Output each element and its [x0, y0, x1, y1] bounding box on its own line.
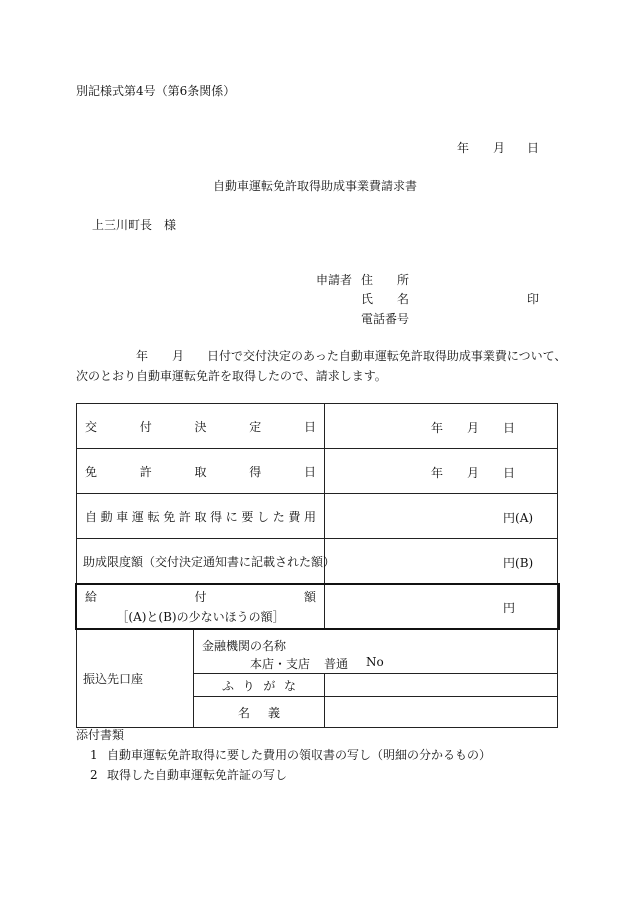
payment-amount-value[interactable]: 円 [325, 584, 558, 629]
decision-date-value[interactable]: 年 月 日 [325, 404, 558, 449]
table-row [77, 494, 558, 539]
account-holder-label: 名 義 [194, 697, 325, 728]
body-line2: 次のとおり自動車運転免許を取得したので、請求します。 [76, 369, 387, 383]
seal-mark: 印 [527, 292, 540, 306]
branch-label: 本店・支店 [250, 657, 311, 671]
account-holder-value[interactable] [325, 697, 558, 728]
address-label-2: 所 [397, 273, 410, 287]
date-month: 月 [493, 141, 506, 155]
form-number: 別記様式第4号（第6条関係） [76, 84, 236, 98]
bank-institution-label: 金融機関の名称 [202, 639, 287, 653]
table-row [77, 449, 558, 494]
furigana-label: ふ り が な [194, 674, 325, 697]
date-year: 年 [457, 141, 470, 155]
attachment-no-1: 1 [90, 748, 98, 762]
document-title: 自動車運転免許取得助成事業費請求書 [212, 179, 417, 193]
license-cost-value[interactable]: 円(A) [325, 494, 558, 539]
attachments-heading: 添付書類 [76, 728, 125, 742]
license-date-value[interactable]: 年 月 日 [325, 449, 558, 494]
license-date-label: 免 許 取 得 日 [77, 449, 325, 494]
name-label-1: 氏 [361, 292, 374, 306]
applicant-label: 申請者 [316, 273, 353, 287]
phone-label: 電話番号 [361, 312, 410, 326]
addressee: 上三川町長 様 [92, 218, 177, 232]
claim-table [76, 403, 558, 728]
license-cost-label: 自 動 車 運 転 免 許 取 得 に 要 し た 費 用 [77, 494, 325, 539]
table-row [77, 539, 558, 584]
payment-amount-label: 給 付 額 ［(A)と(B)の少ないほうの額］ [77, 584, 325, 629]
subsidy-limit-value[interactable]: 円(B) [325, 539, 558, 584]
account-no-label: No [366, 655, 384, 669]
attachment-no-2: 2 [90, 768, 98, 782]
table-row [77, 404, 558, 449]
address-label-1: 住 [361, 273, 374, 287]
furigana-value[interactable] [325, 674, 558, 697]
date-day: 日 [527, 141, 540, 155]
attachment-text-1: 自動車運転免許取得に要した費用の領収書の写し（明細の分かるもの） [107, 748, 492, 762]
subsidy-limit-label: 助成限度額（交付決定通知書に記載された額） [77, 539, 325, 584]
bank-account-label: 振込先口座 [77, 629, 194, 728]
payment-amount-note: ［(A)と(B)の少ないほうの額］ [116, 610, 285, 624]
name-label-2: 名 [397, 292, 410, 306]
table-row [77, 629, 558, 674]
attachment-text-2: 取得した自動車運転免許証の写し [107, 768, 288, 782]
table-row [77, 584, 558, 629]
body-month: 月 [172, 349, 185, 363]
body-year: 年 [136, 349, 149, 363]
decision-date-label: 交 付 決 定 日 [77, 404, 325, 449]
body-line1-rest: 日付で交付決定のあった自動車運転免許取得助成事業費について、 [207, 349, 567, 363]
bank-institution-cell[interactable] [194, 629, 558, 674]
account-type-label: 普通 [324, 657, 349, 671]
